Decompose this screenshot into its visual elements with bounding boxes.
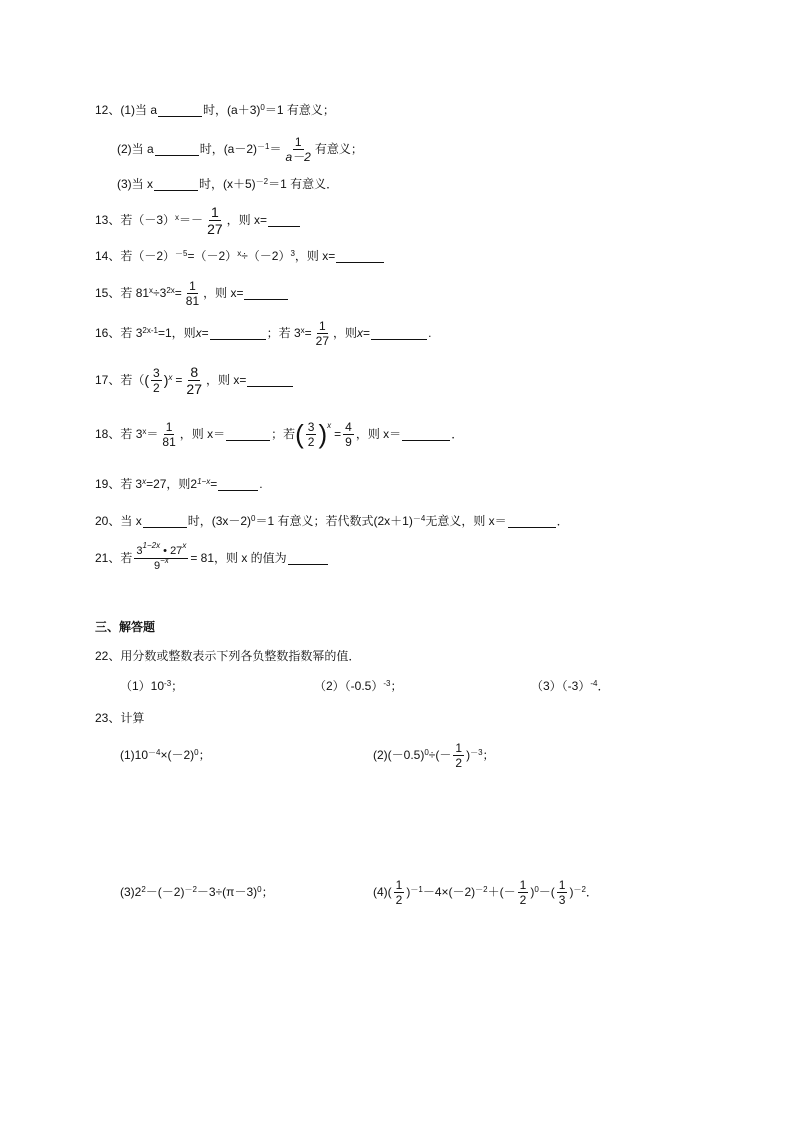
answer-blank[interactable] (158, 104, 202, 117)
answer-blank[interactable] (268, 214, 300, 227)
text: （2）（-0.5） (314, 679, 384, 693)
numerator: 4 (345, 419, 352, 434)
answer-blank[interactable] (226, 428, 270, 441)
section-title: 三、解答题 (95, 620, 156, 634)
question-17 (95, 361, 294, 399)
numerator: 1 (395, 877, 403, 892)
denominator: 9 (345, 434, 352, 449)
exponent: －1 (410, 885, 423, 894)
exponent: -3 (164, 679, 172, 688)
question-12a (95, 102, 335, 118)
denominator: 27 (207, 220, 223, 237)
text: 2 (190, 477, 198, 491)
exponent: －4 (148, 748, 161, 757)
text: 时，(a＋3) (203, 103, 261, 117)
exponent: x (149, 286, 154, 295)
question-12b (117, 132, 363, 166)
exponent: 0 (257, 885, 262, 894)
question-23-part-1 (120, 747, 211, 763)
fraction (184, 279, 201, 308)
text: 有意义； (314, 142, 363, 156)
fraction (151, 366, 162, 395)
denominator: a－2 (285, 149, 311, 164)
fraction (394, 878, 405, 907)
text: ＝1 有意义；若代数式(2x＋1) (255, 514, 413, 528)
text: = (201, 326, 209, 340)
question-22-item-2 (314, 678, 403, 694)
numerator: 8 (190, 363, 199, 380)
question-21 (95, 540, 329, 576)
fraction (284, 135, 313, 164)
text: ，则 x 的值为 (214, 551, 287, 565)
denominator: 27 (186, 380, 202, 397)
text: ×(－2) (160, 748, 195, 762)
text: (2)当 a (117, 142, 154, 156)
exponent: x (237, 249, 242, 258)
exponent: 0 (251, 514, 256, 523)
text: （3）（-3） (531, 679, 591, 693)
denominator: 81 (162, 434, 176, 449)
exponent: －2 (184, 885, 197, 894)
text: = (175, 373, 183, 387)
fraction (343, 420, 354, 449)
answer-blank[interactable] (218, 478, 258, 491)
text: ． (585, 885, 598, 899)
question-number: 23、 (95, 711, 121, 725)
answer-blank[interactable] (210, 327, 266, 340)
text: • (163, 544, 167, 557)
question-22-item-3 (531, 678, 610, 694)
question-number: 19、 (95, 477, 121, 491)
question-number: 21、 (95, 551, 121, 565)
exponent: －3 (470, 748, 483, 757)
exponent: 1−2x (142, 540, 161, 550)
answer-blank[interactable] (154, 178, 198, 191)
text: 计算 (120, 711, 145, 725)
text: ； (171, 679, 184, 693)
exponent: 0 (534, 885, 539, 894)
exponent: x (300, 326, 305, 335)
text: 若（－3） (120, 213, 176, 227)
question-number: 17、 (95, 373, 121, 387)
text: －( (538, 885, 555, 899)
question-22-item-1 (120, 678, 183, 694)
text: 若 (120, 551, 133, 565)
text: ，则 x= (226, 213, 267, 227)
answer-blank[interactable] (244, 287, 288, 300)
text: ＝1 有意义． (268, 177, 339, 191)
exponent: 0 (424, 748, 429, 757)
text: （1）10 (120, 679, 165, 693)
text: ，则 x= (294, 249, 336, 263)
exponent: x (142, 427, 147, 436)
text: ，则 x= (203, 286, 244, 300)
numerator: 1 (455, 740, 463, 755)
text: = (363, 326, 371, 340)
denominator: 27 (315, 333, 330, 348)
text: . (428, 326, 432, 340)
exponent: x (327, 421, 332, 430)
exponent: －2 (475, 885, 488, 894)
exponent: 2x-1 (142, 326, 158, 335)
text: 若（－2） (120, 249, 176, 263)
exponent: -3 (383, 679, 391, 688)
exponent: x (182, 540, 187, 550)
question-number: 14、 (95, 249, 121, 263)
text: ； (482, 748, 495, 762)
text: ÷(－ (428, 748, 452, 762)
question-23-part-3 (120, 884, 274, 900)
text: ) (466, 748, 471, 762)
text: ，则 x＝ (355, 427, 402, 441)
text: =1，则 (157, 326, 196, 340)
fraction (557, 878, 568, 907)
exponent: －1 (257, 142, 270, 151)
answer-blank[interactable] (371, 327, 427, 340)
answer-blank[interactable] (143, 515, 187, 528)
variable: x (357, 326, 364, 340)
text: ＝ (146, 427, 159, 441)
text: 若 3 (120, 326, 143, 340)
numerator: 3 (307, 419, 315, 434)
paren: ( (295, 419, 304, 449)
exponent: 1−x (197, 477, 211, 486)
fraction (306, 420, 317, 449)
exponent: 0 (260, 103, 265, 112)
question-13 (95, 202, 301, 238)
text: 时，(x＋5) (199, 177, 256, 191)
answer-blank[interactable] (336, 250, 384, 263)
numerator: 1 (189, 278, 196, 293)
answer-blank[interactable] (402, 428, 450, 441)
text: 无意义，则 x＝ (425, 514, 507, 528)
text: －(－2) (145, 885, 185, 899)
text: ； (198, 748, 211, 762)
answer-blank[interactable] (247, 374, 293, 387)
text: ＋(－ (487, 885, 516, 899)
paren: ( (144, 372, 150, 388)
answer-blank[interactable] (155, 143, 199, 156)
text: 若（ (120, 373, 145, 387)
text: ＝－ (179, 213, 204, 227)
exponent: 3 (290, 249, 295, 258)
question-23-part-2 (373, 737, 495, 773)
answer-blank[interactable] (508, 515, 556, 528)
numerator: 3 (153, 365, 160, 380)
text: ) (530, 885, 535, 899)
numerator: 1 (558, 877, 566, 892)
question-14 (95, 248, 385, 264)
question-number: 22、 (95, 649, 121, 663)
paren: ) (318, 419, 328, 449)
question-19 (95, 476, 263, 492)
text: ； (390, 679, 403, 693)
question-16 (95, 316, 431, 350)
text: 当 x (120, 514, 142, 528)
denominator: 2 (153, 380, 160, 395)
exponent: x (175, 213, 180, 222)
question-20 (95, 513, 569, 529)
text: ． (451, 427, 464, 441)
text: －4×(－2) (422, 885, 476, 899)
question-18 (95, 414, 463, 454)
text: ，则 x＝ (179, 427, 226, 441)
text: ，则 x= (206, 373, 247, 387)
numerator: 1 (319, 318, 326, 333)
question-15 (95, 276, 289, 310)
question-number: 12、 (95, 103, 121, 117)
fraction (518, 878, 529, 907)
question-number: 16、 (95, 326, 121, 340)
fraction (453, 741, 464, 770)
exponent: x (142, 477, 147, 486)
text: ＝1 有意义； (264, 103, 335, 117)
text: (2)(－0.5) (373, 748, 425, 762)
numerator: 1 (294, 134, 302, 149)
numerator: 1 (165, 419, 173, 434)
denominator: 2 (519, 892, 527, 907)
question-number: 13、 (95, 213, 121, 227)
text: = (210, 477, 218, 491)
text: = (174, 286, 182, 300)
text: (3)当 x (117, 177, 154, 191)
numerator: 1 (210, 203, 219, 220)
text: ÷3 (153, 286, 167, 300)
text: (4)( (373, 885, 392, 899)
text: 若 (120, 477, 133, 491)
text: 27 (170, 544, 183, 557)
text: = 81 (190, 551, 215, 565)
exponent: −x (160, 555, 169, 565)
fraction (314, 319, 331, 348)
text: ；若 (271, 427, 296, 441)
text: ． (556, 514, 569, 528)
exponent: x (168, 373, 173, 382)
text: ； (261, 885, 274, 899)
fraction (205, 204, 225, 237)
text: ；若 3 (266, 326, 301, 340)
paren: ) (163, 372, 169, 388)
fraction (160, 420, 177, 449)
variable: x (195, 326, 202, 340)
text: 用分数或整数表示下列各负整数指数幂的值． (120, 649, 361, 663)
text: = (304, 326, 312, 340)
text: 3 (136, 544, 143, 557)
text: (1)当 a (120, 103, 158, 117)
text: =（－2） (187, 249, 238, 263)
text: 3 (135, 477, 143, 491)
text: (3)2 (120, 885, 142, 899)
exponent: －5 (175, 249, 188, 258)
text: = (334, 427, 342, 441)
numerator: 1 (519, 877, 527, 892)
question-23-part-4 (373, 874, 598, 910)
text: －3÷(π－3) (196, 885, 258, 899)
question-12c (117, 176, 338, 192)
text: 若 81 (120, 286, 150, 300)
text: ) (569, 885, 574, 899)
denominator: 3 (558, 892, 566, 907)
exponent: 0 (194, 748, 199, 757)
exponent: －2 (573, 885, 586, 894)
text: ，则 (333, 326, 358, 340)
question-number: 15、 (95, 286, 121, 300)
exponent: 2x (166, 286, 175, 295)
question-number: 18、 (95, 427, 121, 441)
denominator: 2 (307, 434, 315, 449)
fraction (134, 540, 188, 573)
text: ÷（－2） (241, 249, 291, 263)
text: (1)10 (120, 748, 149, 762)
text: =27，则 (146, 477, 191, 491)
text: 9 (153, 559, 161, 572)
text: ) (406, 885, 411, 899)
text: ． (597, 679, 610, 693)
denominator: 2 (455, 755, 463, 770)
question-23 (95, 710, 144, 726)
text: ＝ (269, 142, 282, 156)
question-22 (95, 648, 360, 664)
denominator (152, 555, 171, 573)
text: 时，(a－2) (199, 142, 258, 156)
exponent: －4 (412, 514, 426, 523)
question-number: 20、 (95, 514, 121, 528)
text: 时，(3x－2) (187, 514, 252, 528)
denominator: 81 (185, 293, 200, 308)
fraction (184, 364, 204, 397)
exponent: 2 (141, 885, 146, 894)
text: . (259, 477, 263, 491)
exponent: －2 (255, 177, 269, 186)
denominator: 2 (395, 892, 403, 907)
exponent: -4 (590, 679, 598, 688)
answer-blank[interactable] (288, 552, 328, 565)
text: 若 3 (120, 427, 143, 441)
